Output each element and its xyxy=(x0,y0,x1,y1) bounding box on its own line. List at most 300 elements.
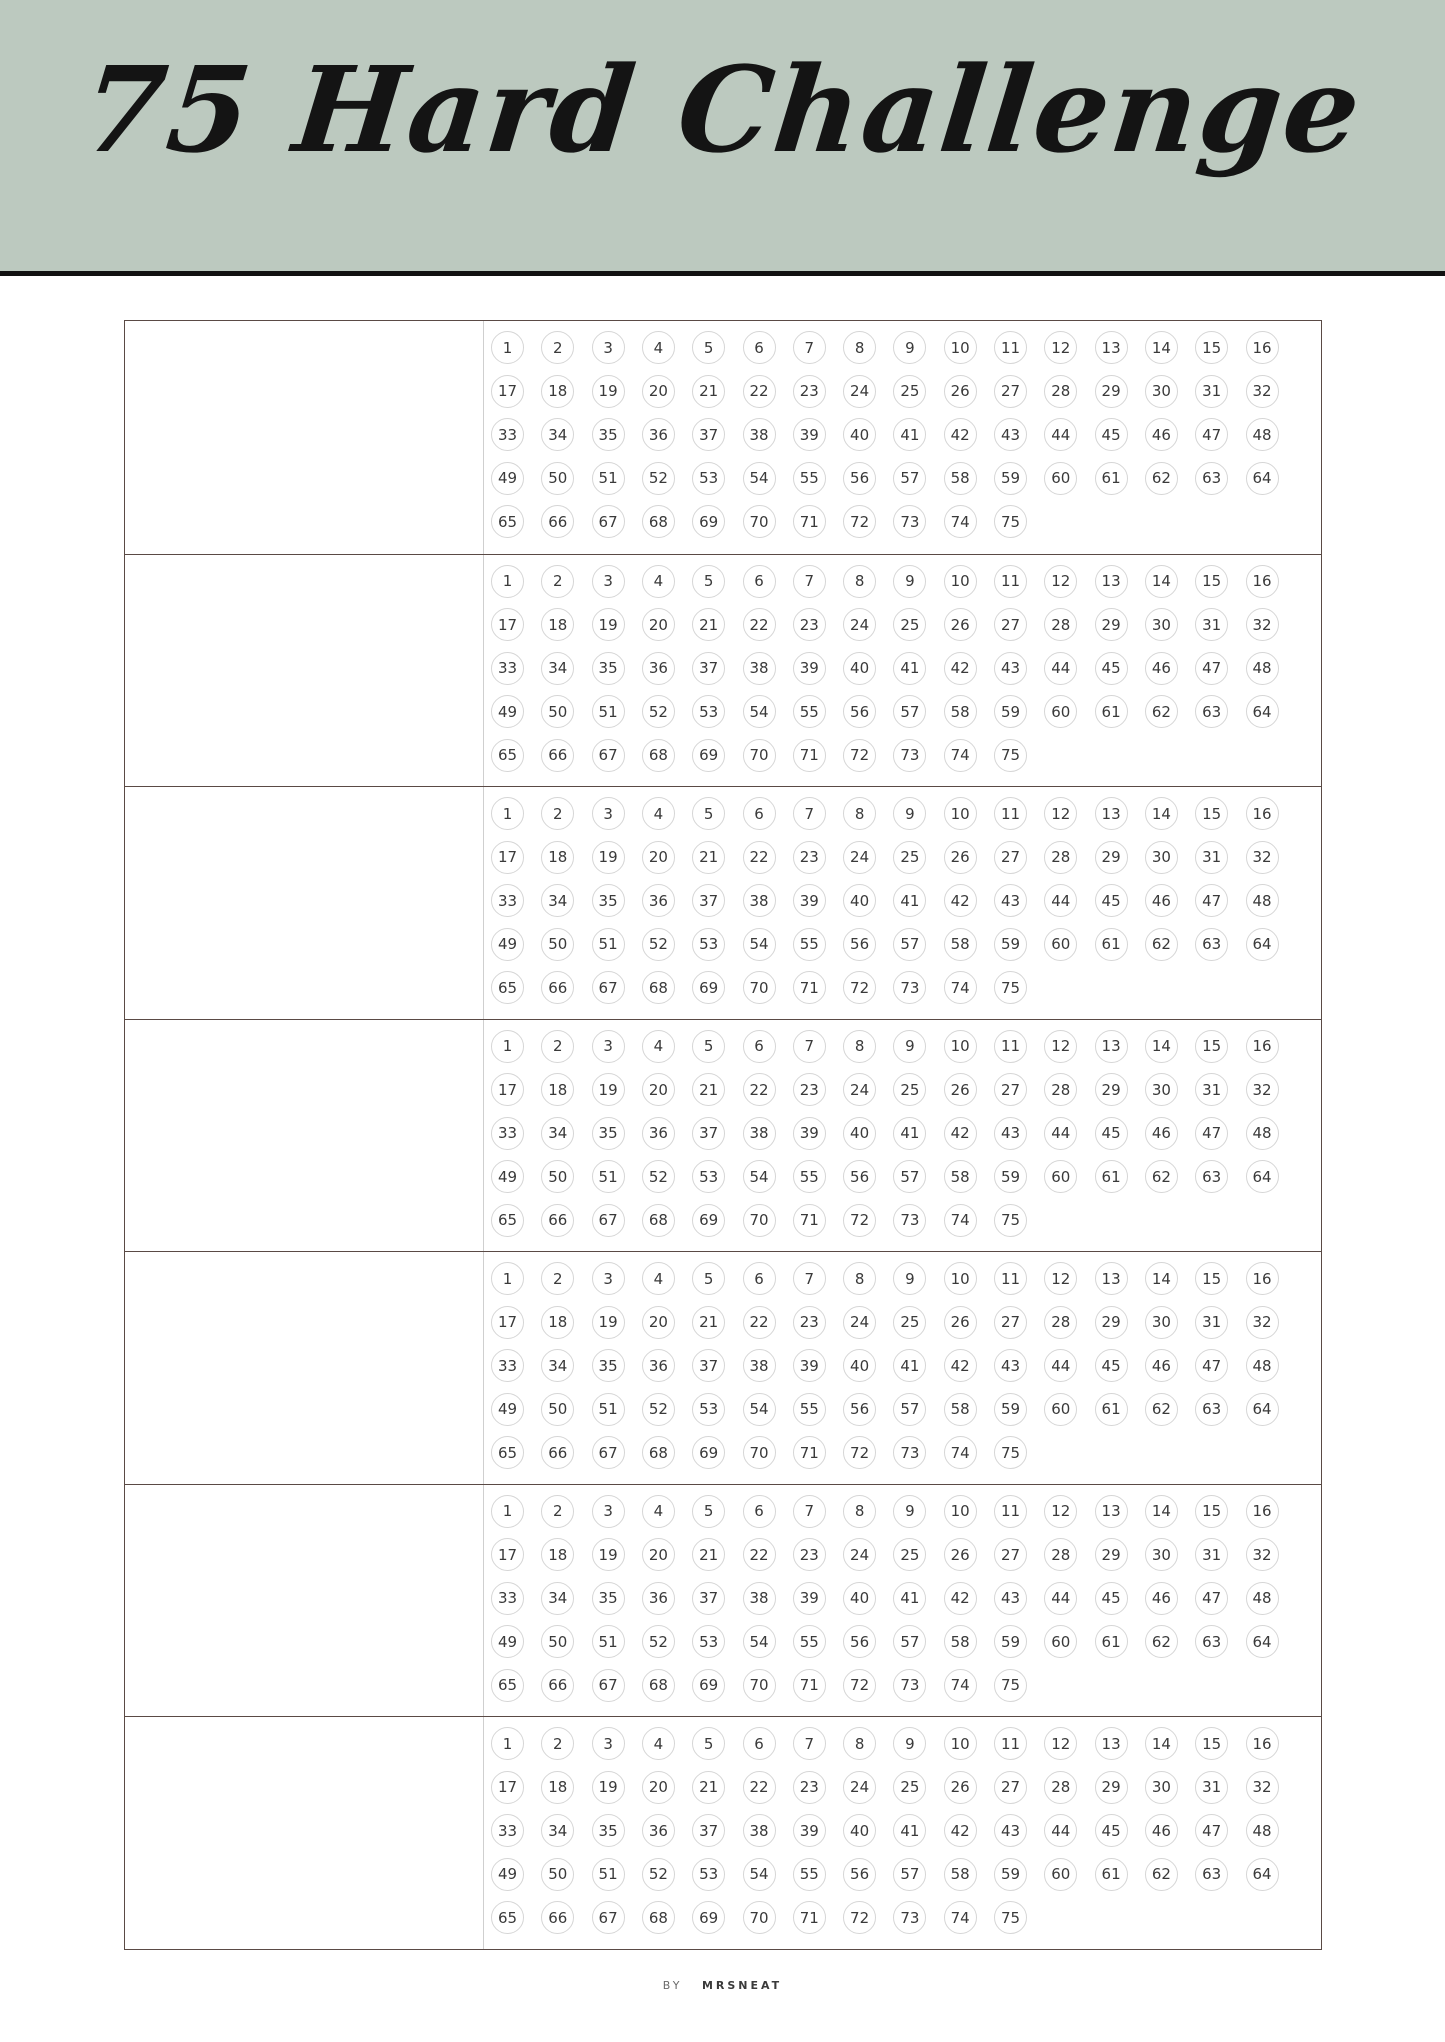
day-circle[interactable]: 5 xyxy=(692,1495,725,1528)
day-circle[interactable]: 16 xyxy=(1246,797,1279,830)
day-circle[interactable]: 72 xyxy=(843,971,876,1004)
day-circle[interactable]: 13 xyxy=(1095,1727,1128,1760)
day-circle[interactable]: 58 xyxy=(944,695,977,728)
day-circle[interactable]: 42 xyxy=(944,1582,977,1615)
day-circle[interactable]: 68 xyxy=(642,1204,675,1237)
day-circle[interactable]: 62 xyxy=(1145,695,1178,728)
day-circle[interactable]: 36 xyxy=(642,1117,675,1150)
day-circle[interactable]: 37 xyxy=(692,652,725,685)
day-circle[interactable]: 26 xyxy=(944,1306,977,1339)
day-circle[interactable]: 19 xyxy=(592,1073,625,1106)
day-circle[interactable]: 43 xyxy=(994,1117,1027,1150)
day-circle[interactable]: 20 xyxy=(642,375,675,408)
day-circle[interactable]: 54 xyxy=(743,462,776,495)
day-circle[interactable]: 25 xyxy=(893,1073,926,1106)
day-circle[interactable]: 37 xyxy=(692,1349,725,1382)
day-circle[interactable]: 34 xyxy=(541,418,574,451)
day-circle[interactable]: 48 xyxy=(1246,1582,1279,1615)
habit-label-field[interactable] xyxy=(125,1020,484,1252)
day-circle[interactable]: 59 xyxy=(994,1625,1027,1658)
day-circle[interactable]: 39 xyxy=(793,1349,826,1382)
day-circle[interactable]: 61 xyxy=(1095,462,1128,495)
day-circle[interactable]: 51 xyxy=(592,1858,625,1891)
day-circle[interactable]: 32 xyxy=(1246,841,1279,874)
day-circle[interactable]: 33 xyxy=(491,1349,524,1382)
day-circle[interactable]: 11 xyxy=(994,1262,1027,1295)
day-circle[interactable]: 8 xyxy=(843,1495,876,1528)
day-circle[interactable]: 57 xyxy=(893,1625,926,1658)
day-circle[interactable]: 54 xyxy=(743,1393,776,1426)
day-circle[interactable]: 7 xyxy=(793,1262,826,1295)
day-circle[interactable]: 73 xyxy=(893,1901,926,1934)
day-circle[interactable]: 1 xyxy=(491,797,524,830)
day-circle[interactable]: 42 xyxy=(944,884,977,917)
day-circle[interactable]: 10 xyxy=(944,797,977,830)
day-circle[interactable]: 52 xyxy=(642,1858,675,1891)
day-circle[interactable]: 32 xyxy=(1246,375,1279,408)
day-circle[interactable]: 11 xyxy=(994,331,1027,364)
day-circle[interactable]: 9 xyxy=(893,1727,926,1760)
day-circle[interactable]: 72 xyxy=(843,1669,876,1702)
day-circle[interactable]: 4 xyxy=(642,1495,675,1528)
day-circle[interactable]: 49 xyxy=(491,1160,524,1193)
day-circle[interactable]: 42 xyxy=(944,1814,977,1847)
day-circle[interactable]: 75 xyxy=(994,971,1027,1004)
day-circle[interactable]: 46 xyxy=(1145,1582,1178,1615)
day-circle[interactable]: 9 xyxy=(893,1030,926,1063)
day-circle[interactable]: 65 xyxy=(491,971,524,1004)
day-circle[interactable]: 68 xyxy=(642,1436,675,1469)
day-circle[interactable]: 4 xyxy=(642,1727,675,1760)
day-circle[interactable]: 44 xyxy=(1044,652,1077,685)
day-circle[interactable]: 66 xyxy=(541,1436,574,1469)
day-circle[interactable]: 43 xyxy=(994,1349,1027,1382)
day-circle[interactable]: 32 xyxy=(1246,608,1279,641)
day-circle[interactable]: 41 xyxy=(893,884,926,917)
day-circle[interactable]: 3 xyxy=(592,565,625,598)
day-circle[interactable]: 75 xyxy=(994,1204,1027,1237)
day-circle[interactable]: 20 xyxy=(642,1771,675,1804)
day-circle[interactable]: 50 xyxy=(541,1858,574,1891)
day-circle[interactable]: 28 xyxy=(1044,1771,1077,1804)
day-circle[interactable]: 6 xyxy=(743,1030,776,1063)
day-circle[interactable]: 5 xyxy=(692,1030,725,1063)
day-circle[interactable]: 21 xyxy=(692,608,725,641)
day-circle[interactable]: 29 xyxy=(1095,608,1128,641)
day-circle[interactable]: 63 xyxy=(1195,928,1228,961)
day-circle[interactable]: 26 xyxy=(944,1771,977,1804)
day-circle[interactable]: 13 xyxy=(1095,1030,1128,1063)
day-circle[interactable]: 20 xyxy=(642,1306,675,1339)
day-circle[interactable]: 37 xyxy=(692,418,725,451)
day-circle[interactable]: 35 xyxy=(592,1814,625,1847)
day-circle[interactable]: 60 xyxy=(1044,1160,1077,1193)
day-circle[interactable]: 16 xyxy=(1246,1727,1279,1760)
day-circle[interactable]: 6 xyxy=(743,331,776,364)
day-circle[interactable]: 73 xyxy=(893,739,926,772)
day-circle[interactable]: 63 xyxy=(1195,1160,1228,1193)
day-circle[interactable]: 62 xyxy=(1145,1858,1178,1891)
day-circle[interactable]: 48 xyxy=(1246,1349,1279,1382)
day-circle[interactable]: 74 xyxy=(944,1669,977,1702)
day-circle[interactable]: 18 xyxy=(541,1073,574,1106)
day-circle[interactable]: 63 xyxy=(1195,1858,1228,1891)
day-circle[interactable]: 22 xyxy=(743,1073,776,1106)
day-circle[interactable]: 33 xyxy=(491,884,524,917)
day-circle[interactable]: 74 xyxy=(944,1436,977,1469)
day-circle[interactable]: 19 xyxy=(592,608,625,641)
day-circle[interactable]: 51 xyxy=(592,1160,625,1193)
day-circle[interactable]: 28 xyxy=(1044,1306,1077,1339)
day-circle[interactable]: 73 xyxy=(893,971,926,1004)
day-circle[interactable]: 27 xyxy=(994,608,1027,641)
day-circle[interactable]: 37 xyxy=(692,1117,725,1150)
day-circle[interactable]: 43 xyxy=(994,418,1027,451)
day-circle[interactable]: 43 xyxy=(994,652,1027,685)
day-circle[interactable]: 37 xyxy=(692,884,725,917)
day-circle[interactable]: 67 xyxy=(592,739,625,772)
day-circle[interactable]: 21 xyxy=(692,841,725,874)
day-circle[interactable]: 38 xyxy=(743,1814,776,1847)
day-circle[interactable]: 58 xyxy=(944,928,977,961)
day-circle[interactable]: 24 xyxy=(843,1538,876,1571)
day-circle[interactable]: 16 xyxy=(1246,1262,1279,1295)
day-circle[interactable]: 44 xyxy=(1044,1582,1077,1615)
day-circle[interactable]: 64 xyxy=(1246,1393,1279,1426)
day-circle[interactable]: 38 xyxy=(743,652,776,685)
day-circle[interactable]: 72 xyxy=(843,1436,876,1469)
day-circle[interactable]: 66 xyxy=(541,1901,574,1934)
day-circle[interactable]: 16 xyxy=(1246,1030,1279,1063)
day-circle[interactable]: 3 xyxy=(592,1495,625,1528)
day-circle[interactable]: 1 xyxy=(491,565,524,598)
day-circle[interactable]: 14 xyxy=(1145,1727,1178,1760)
day-circle[interactable]: 38 xyxy=(743,418,776,451)
day-circle[interactable]: 4 xyxy=(642,1262,675,1295)
day-circle[interactable]: 68 xyxy=(642,739,675,772)
day-circle[interactable]: 67 xyxy=(592,1204,625,1237)
day-circle[interactable]: 41 xyxy=(893,1582,926,1615)
day-circle[interactable]: 7 xyxy=(793,1495,826,1528)
day-circle[interactable]: 8 xyxy=(843,1030,876,1063)
day-circle[interactable]: 29 xyxy=(1095,1538,1128,1571)
day-circle[interactable]: 40 xyxy=(843,1814,876,1847)
day-circle[interactable]: 42 xyxy=(944,1117,977,1150)
day-circle[interactable]: 16 xyxy=(1246,565,1279,598)
day-circle[interactable]: 70 xyxy=(743,971,776,1004)
day-circle[interactable]: 48 xyxy=(1246,884,1279,917)
day-circle[interactable]: 35 xyxy=(592,884,625,917)
day-circle[interactable]: 60 xyxy=(1044,928,1077,961)
day-circle[interactable]: 59 xyxy=(994,695,1027,728)
day-circle[interactable]: 19 xyxy=(592,841,625,874)
day-circle[interactable]: 50 xyxy=(541,695,574,728)
day-circle[interactable]: 1 xyxy=(491,1262,524,1295)
day-circle[interactable]: 50 xyxy=(541,1160,574,1193)
day-circle[interactable]: 49 xyxy=(491,695,524,728)
day-circle[interactable]: 71 xyxy=(793,1901,826,1934)
day-circle[interactable]: 17 xyxy=(491,1073,524,1106)
day-circle[interactable]: 55 xyxy=(793,1625,826,1658)
day-circle[interactable]: 62 xyxy=(1145,928,1178,961)
day-circle[interactable]: 35 xyxy=(592,652,625,685)
day-circle[interactable]: 29 xyxy=(1095,1306,1128,1339)
day-circle[interactable]: 59 xyxy=(994,928,1027,961)
habit-label-field[interactable] xyxy=(125,1717,484,1949)
day-circle[interactable]: 34 xyxy=(541,652,574,685)
day-circle[interactable]: 44 xyxy=(1044,418,1077,451)
day-circle[interactable]: 38 xyxy=(743,884,776,917)
day-circle[interactable]: 40 xyxy=(843,884,876,917)
day-circle[interactable]: 12 xyxy=(1044,1262,1077,1295)
day-circle[interactable]: 28 xyxy=(1044,1538,1077,1571)
day-circle[interactable]: 2 xyxy=(541,331,574,364)
day-circle[interactable]: 15 xyxy=(1195,797,1228,830)
day-circle[interactable]: 20 xyxy=(642,841,675,874)
day-circle[interactable]: 72 xyxy=(843,1901,876,1934)
day-circle[interactable]: 12 xyxy=(1044,1727,1077,1760)
day-circle[interactable]: 8 xyxy=(843,565,876,598)
day-circle[interactable]: 7 xyxy=(793,331,826,364)
day-circle[interactable]: 69 xyxy=(692,1901,725,1934)
day-circle[interactable]: 11 xyxy=(994,565,1027,598)
day-circle[interactable]: 9 xyxy=(893,797,926,830)
day-circle[interactable]: 35 xyxy=(592,1582,625,1615)
day-circle[interactable]: 39 xyxy=(793,652,826,685)
day-circle[interactable]: 50 xyxy=(541,1393,574,1426)
day-circle[interactable]: 45 xyxy=(1095,1349,1128,1382)
day-circle[interactable]: 27 xyxy=(994,841,1027,874)
day-circle[interactable]: 22 xyxy=(743,608,776,641)
day-circle[interactable]: 21 xyxy=(692,1306,725,1339)
day-circle[interactable]: 12 xyxy=(1044,1030,1077,1063)
day-circle[interactable]: 15 xyxy=(1195,1262,1228,1295)
day-circle[interactable]: 67 xyxy=(592,1669,625,1702)
day-circle[interactable]: 1 xyxy=(491,1727,524,1760)
day-circle[interactable]: 6 xyxy=(743,565,776,598)
day-circle[interactable]: 56 xyxy=(843,462,876,495)
day-circle[interactable]: 2 xyxy=(541,1030,574,1063)
day-circle[interactable]: 58 xyxy=(944,1393,977,1426)
habit-label-field[interactable] xyxy=(125,1252,484,1484)
day-circle[interactable]: 52 xyxy=(642,928,675,961)
day-circle[interactable]: 75 xyxy=(994,1669,1027,1702)
day-circle[interactable]: 10 xyxy=(944,1495,977,1528)
day-circle[interactable]: 13 xyxy=(1095,565,1128,598)
day-circle[interactable]: 25 xyxy=(893,1771,926,1804)
day-circle[interactable]: 64 xyxy=(1246,1625,1279,1658)
day-circle[interactable]: 31 xyxy=(1195,375,1228,408)
day-circle[interactable]: 30 xyxy=(1145,375,1178,408)
day-circle[interactable]: 46 xyxy=(1145,652,1178,685)
day-circle[interactable]: 15 xyxy=(1195,331,1228,364)
day-circle[interactable]: 48 xyxy=(1246,652,1279,685)
day-circle[interactable]: 70 xyxy=(743,739,776,772)
day-circle[interactable]: 49 xyxy=(491,928,524,961)
day-circle[interactable]: 53 xyxy=(692,695,725,728)
day-circle[interactable]: 66 xyxy=(541,1204,574,1237)
day-circle[interactable]: 70 xyxy=(743,505,776,538)
day-circle[interactable]: 29 xyxy=(1095,375,1128,408)
day-circle[interactable]: 44 xyxy=(1044,884,1077,917)
day-circle[interactable]: 3 xyxy=(592,1262,625,1295)
day-circle[interactable]: 19 xyxy=(592,1771,625,1804)
day-circle[interactable]: 75 xyxy=(994,1436,1027,1469)
day-circle[interactable]: 65 xyxy=(491,739,524,772)
day-circle[interactable]: 41 xyxy=(893,1814,926,1847)
day-circle[interactable]: 55 xyxy=(793,462,826,495)
day-circle[interactable]: 64 xyxy=(1246,1858,1279,1891)
day-circle[interactable]: 49 xyxy=(491,462,524,495)
day-circle[interactable]: 62 xyxy=(1145,1625,1178,1658)
day-circle[interactable]: 13 xyxy=(1095,331,1128,364)
habit-label-field[interactable] xyxy=(125,1485,484,1717)
day-circle[interactable]: 49 xyxy=(491,1393,524,1426)
day-circle[interactable]: 4 xyxy=(642,565,675,598)
day-circle[interactable]: 39 xyxy=(793,418,826,451)
day-circle[interactable]: 15 xyxy=(1195,1030,1228,1063)
day-circle[interactable]: 19 xyxy=(592,1306,625,1339)
day-circle[interactable]: 22 xyxy=(743,1771,776,1804)
day-circle[interactable]: 50 xyxy=(541,928,574,961)
day-circle[interactable]: 10 xyxy=(944,331,977,364)
day-circle[interactable]: 65 xyxy=(491,1204,524,1237)
day-circle[interactable]: 51 xyxy=(592,695,625,728)
day-circle[interactable]: 57 xyxy=(893,1858,926,1891)
day-circle[interactable]: 68 xyxy=(642,505,675,538)
day-circle[interactable]: 22 xyxy=(743,1538,776,1571)
day-circle[interactable]: 72 xyxy=(843,1204,876,1237)
day-circle[interactable]: 47 xyxy=(1195,1814,1228,1847)
day-circle[interactable]: 30 xyxy=(1145,1073,1178,1106)
day-circle[interactable]: 72 xyxy=(843,505,876,538)
day-circle[interactable]: 28 xyxy=(1044,1073,1077,1106)
day-circle[interactable]: 47 xyxy=(1195,652,1228,685)
day-circle[interactable]: 17 xyxy=(491,1771,524,1804)
day-circle[interactable]: 53 xyxy=(692,1160,725,1193)
day-circle[interactable]: 74 xyxy=(944,971,977,1004)
day-circle[interactable]: 32 xyxy=(1246,1538,1279,1571)
day-circle[interactable]: 60 xyxy=(1044,462,1077,495)
day-circle[interactable]: 12 xyxy=(1044,797,1077,830)
day-circle[interactable]: 57 xyxy=(893,1160,926,1193)
day-circle[interactable]: 24 xyxy=(843,1073,876,1106)
day-circle[interactable]: 46 xyxy=(1145,1117,1178,1150)
day-circle[interactable]: 2 xyxy=(541,1727,574,1760)
day-circle[interactable]: 34 xyxy=(541,1349,574,1382)
day-circle[interactable]: 36 xyxy=(642,1582,675,1615)
day-circle[interactable]: 67 xyxy=(592,1901,625,1934)
day-circle[interactable]: 41 xyxy=(893,652,926,685)
day-circle[interactable]: 66 xyxy=(541,739,574,772)
day-circle[interactable]: 48 xyxy=(1246,1117,1279,1150)
day-circle[interactable]: 37 xyxy=(692,1582,725,1615)
day-circle[interactable]: 22 xyxy=(743,841,776,874)
day-circle[interactable]: 19 xyxy=(592,1538,625,1571)
day-circle[interactable]: 65 xyxy=(491,1901,524,1934)
day-circle[interactable]: 43 xyxy=(994,884,1027,917)
day-circle[interactable]: 45 xyxy=(1095,652,1128,685)
day-circle[interactable]: 64 xyxy=(1246,462,1279,495)
day-circle[interactable]: 20 xyxy=(642,608,675,641)
day-circle[interactable]: 59 xyxy=(994,462,1027,495)
day-circle[interactable]: 54 xyxy=(743,928,776,961)
day-circle[interactable]: 34 xyxy=(541,884,574,917)
day-circle[interactable]: 25 xyxy=(893,1306,926,1339)
day-circle[interactable]: 39 xyxy=(793,1814,826,1847)
day-circle[interactable]: 63 xyxy=(1195,462,1228,495)
day-circle[interactable]: 56 xyxy=(843,1393,876,1426)
day-circle[interactable]: 60 xyxy=(1044,1393,1077,1426)
day-circle[interactable]: 75 xyxy=(994,505,1027,538)
day-circle[interactable]: 15 xyxy=(1195,565,1228,598)
day-circle[interactable]: 36 xyxy=(642,884,675,917)
day-circle[interactable]: 68 xyxy=(642,971,675,1004)
day-circle[interactable]: 10 xyxy=(944,1262,977,1295)
day-circle[interactable]: 6 xyxy=(743,1495,776,1528)
day-circle[interactable]: 59 xyxy=(994,1858,1027,1891)
day-circle[interactable]: 27 xyxy=(994,1538,1027,1571)
day-circle[interactable]: 25 xyxy=(893,375,926,408)
day-circle[interactable]: 67 xyxy=(592,1436,625,1469)
day-circle[interactable]: 1 xyxy=(491,331,524,364)
day-circle[interactable]: 19 xyxy=(592,375,625,408)
day-circle[interactable]: 57 xyxy=(893,1393,926,1426)
day-circle[interactable]: 68 xyxy=(642,1669,675,1702)
day-circle[interactable]: 60 xyxy=(1044,1625,1077,1658)
day-circle[interactable]: 45 xyxy=(1095,1582,1128,1615)
day-circle[interactable]: 15 xyxy=(1195,1727,1228,1760)
day-circle[interactable]: 29 xyxy=(1095,1073,1128,1106)
day-circle[interactable]: 25 xyxy=(893,608,926,641)
day-circle[interactable]: 43 xyxy=(994,1582,1027,1615)
day-circle[interactable]: 4 xyxy=(642,331,675,364)
day-circle[interactable]: 10 xyxy=(944,565,977,598)
day-circle[interactable]: 21 xyxy=(692,1073,725,1106)
day-circle[interactable]: 39 xyxy=(793,884,826,917)
day-circle[interactable]: 5 xyxy=(692,1727,725,1760)
day-circle[interactable]: 10 xyxy=(944,1030,977,1063)
day-circle[interactable]: 75 xyxy=(994,739,1027,772)
day-circle[interactable]: 18 xyxy=(541,1306,574,1339)
day-circle[interactable]: 16 xyxy=(1246,1495,1279,1528)
day-circle[interactable]: 40 xyxy=(843,1349,876,1382)
day-circle[interactable]: 61 xyxy=(1095,1393,1128,1426)
day-circle[interactable]: 74 xyxy=(944,1901,977,1934)
day-circle[interactable]: 31 xyxy=(1195,608,1228,641)
day-circle[interactable]: 30 xyxy=(1145,608,1178,641)
habit-label-field[interactable] xyxy=(125,555,484,787)
day-circle[interactable]: 24 xyxy=(843,841,876,874)
day-circle[interactable]: 55 xyxy=(793,1160,826,1193)
day-circle[interactable]: 31 xyxy=(1195,1538,1228,1571)
day-circle[interactable]: 40 xyxy=(843,1117,876,1150)
day-circle[interactable]: 69 xyxy=(692,971,725,1004)
day-circle[interactable]: 56 xyxy=(843,1858,876,1891)
day-circle[interactable]: 54 xyxy=(743,695,776,728)
day-circle[interactable]: 5 xyxy=(692,797,725,830)
day-circle[interactable]: 36 xyxy=(642,652,675,685)
day-circle[interactable]: 7 xyxy=(793,1727,826,1760)
day-circle[interactable]: 14 xyxy=(1145,797,1178,830)
day-circle[interactable]: 47 xyxy=(1195,1582,1228,1615)
day-circle[interactable]: 71 xyxy=(793,1204,826,1237)
day-circle[interactable]: 10 xyxy=(944,1727,977,1760)
day-circle[interactable]: 9 xyxy=(893,1262,926,1295)
day-circle[interactable]: 2 xyxy=(541,1495,574,1528)
day-circle[interactable]: 58 xyxy=(944,1625,977,1658)
day-circle[interactable]: 34 xyxy=(541,1582,574,1615)
